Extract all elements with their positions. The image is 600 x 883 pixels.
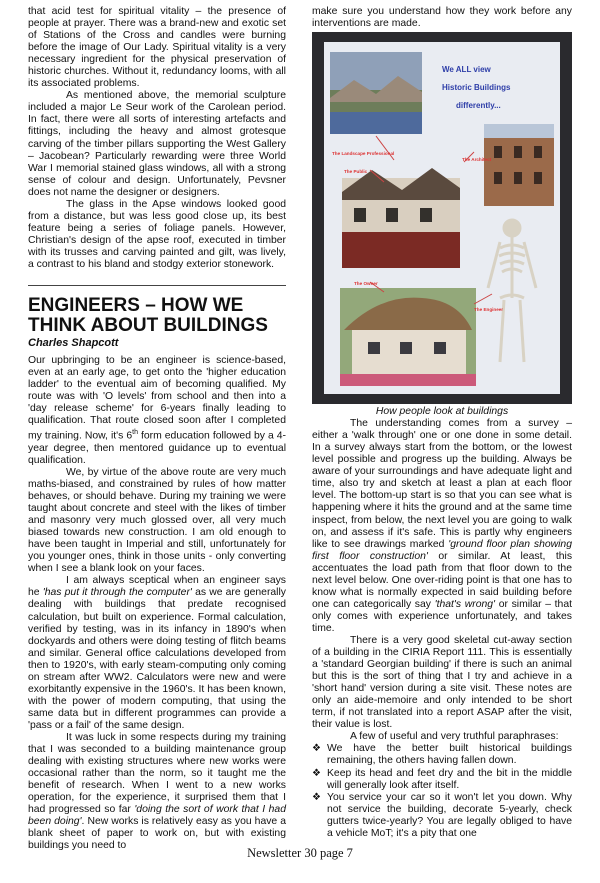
p3-text-a: I am always sceptical when an engineer says he	[28, 575, 286, 599]
p1-text: Our upbringing to be an engineer is science-based, even at an early age, to get onto the 'higher education ladder' to the eventual aim of becoming qualified. My route was with 'O levels' from school and then into a 'day release scheme' for 6-years finally leading to qualification. That route closed soon after I completed my training. Now, it's 6	[28, 355, 286, 442]
board-heading-line-3: differently...	[456, 101, 501, 111]
left-column	[28, 6, 286, 852]
paraphrase-list	[312, 743, 572, 839]
bullet-text: We have the better built historical buildings remaining, the others having fallen down.	[327, 743, 572, 767]
intro-paragraph-2: As mentioned above, the memorial sculpture included a major Le Seur work of the Carolean period. In fact, there were all sorts of interesting artefacts and fittings, including the heavy and almost grotesque carving of the timber pillars supporting the West Gallery – Jacobean? Particularly rewarding were three World War I memorial stained glass windows, all with a strong sense of colour and design. Unfortunately, Pevsner does not name the designer or designers.	[28, 90, 286, 198]
intro-paragraph-3: The glass in the Apse windows looked good from a distance, but was less good close up, its best feature being a series of foliage panels. However, Christian's design of the apse roof, executed in timber with its trusses and carving painted and gilt, was lively, a contrast to his bland and stodgy exterior stonework.	[28, 198, 286, 270]
bullet-diamond-icon: ❖	[312, 743, 321, 755]
article-paragraph-2: We, by virtue of the above route are very much maths-biased, and constrained by rules of how matter behaves, or should behave. During my training we were taught about concrete and steel with the likes of timber and masonry very much glossed over, all very much biased towards new construction. I am old enough to have been taught in Imperial and still, unfortunately for you younger ones, think in those units - only converting when I see a blank look on your faces.	[28, 466, 286, 575]
list-item	[312, 792, 572, 840]
bullet-diamond-icon: ❖	[312, 791, 321, 803]
skeleton-figure	[488, 220, 536, 362]
article-paragraph-3	[28, 575, 286, 732]
p4-text-b: . New works is relatively easy as you have a blank sheet of paper to work on, but with existing buildings you need to	[28, 816, 286, 852]
label-architect: The Architect	[462, 157, 492, 163]
board-collage-graphic	[324, 42, 560, 394]
p1-end: form education followed by a 4-year degree, then mentored guidance up to eventual qualification.	[28, 430, 286, 466]
rp1-text-a: The understanding comes from a survey – either a 'walk through' one or one done in some detail. In a survey always start from the bottom, or the lowest level possible and progress up the building. Always be aware of your surroundings and have adequate light and time, also try and sketch at least a plan at each floor level. The bottom-up start is so that you can see what is happening where it hits the ground and at the same time inspect, from below, the next level you are going to walk on, and assess if it's safe. This is partly why engineers like to see drawings marked	[312, 418, 572, 550]
bullet-text: You service your car so it won't let you down. Why not service the building, decorate 5-yearly, check gutters twice-yearly? You are legally obliged to have a vehicle MoT; it's a pity that one	[327, 791, 572, 839]
display-board	[324, 42, 560, 394]
right-paragraph-2: There is a very good skeletal cut-away section of a building in the CIRIA Report 111. This is essentially a 'standard Georgian building' if there is such an animal but this is the sort of thing that I try and achieve in a 'short hand' version during a site visit. These notes are only an aide-memoire and only intended to be short term, if not translated into a report ASAP after the visit, their value is lost.	[312, 634, 572, 731]
label-owner: The Owner	[354, 281, 378, 287]
label-landscape: The Landscape Professional	[332, 151, 395, 157]
p1-superscript: th	[132, 429, 138, 437]
p3-quote: 'has put it through the computer'	[42, 587, 192, 599]
bullet-diamond-icon: ❖	[312, 767, 321, 779]
article-title: ENGINEERS – HOW WE THINK ABOUT BUILDINGS	[28, 295, 268, 337]
right-column	[312, 6, 572, 840]
p4-text-a: It was luck in some respects during my training that I was seconded to a building maintenance group dealing with existing structures where new works were occasional rather than the norm, so it taught me the benefit of research. When I went to a new works operation, for the experience, it surprised them that I had progressed so far	[28, 732, 286, 816]
board-heading-line-1: We ALL view	[442, 65, 491, 75]
p4-quote: 'doing the sort of work that I had been doing'	[28, 804, 286, 828]
right-paragraph-1	[312, 418, 572, 635]
board-heading-line-2: Historic Buildings	[442, 83, 511, 93]
right-paragraph-3: A few of useful and very truthful paraphrases:	[350, 731, 559, 743]
list-item	[312, 768, 572, 792]
photo-caption: How people look at buildings	[375, 406, 509, 418]
section-divider	[28, 285, 286, 286]
article-paragraph-1	[28, 355, 286, 467]
rp1-quote-2: 'that's wrong'	[434, 598, 496, 610]
rp1-quote-1: 'ground floor plan showing first floor construction'	[312, 538, 572, 562]
display-board-photo	[312, 32, 572, 404]
article-author: Charles Shapcott	[28, 337, 119, 350]
list-item	[312, 743, 572, 767]
rp1-text-b: or similar. At least, this accentuates the load path from that floor down to the next level below. One over-riding point is that one has to know what is normally expected in said building before one can categorically say	[312, 550, 573, 610]
label-public: The Public	[344, 169, 368, 175]
article-paragraph-4	[28, 732, 286, 852]
label-engineer: The Engineer	[474, 307, 504, 313]
page-footer: Newsletter 30 page 7	[247, 846, 353, 860]
right-intro-paragraph: make sure you understand how they work before any interventions are made.	[312, 6, 572, 30]
rp1-text-c: or similar – that only comes with experience unfortunately, and takes time.	[312, 598, 573, 634]
bullet-text: Keep its head and feet dry and the bit in the middle will generally look after itself.	[327, 767, 572, 791]
p3-text-b: as we are generally dealing with buildings that predate recognised calculation, but built on experience. Formal calculation, verified by testing, was in its infancy in 1890's when dockyards and others were doing testing of flitch beams and similar. General office calculations developed from then to 1920's, with early steam-computing only coming on stream after WW2. Calculators were new and were exorbitantly expensive in the 1960's. It has been known, with the power of modern computing, that using the same data but in different programmes can provide a 'pass or a fail' of the same design.	[28, 587, 286, 731]
intro-paragraph-1: that acid test for spiritual vitality – the presence of people at prayer. There was a brand-new and exotic set of Stations of the Cross and candles were burning before the image of Our Lady. Spiritual vitality is a very necessary ingredient for the physical preservation of historic churches. Without it, redundancy looms, with all its associated problems.	[28, 6, 286, 90]
